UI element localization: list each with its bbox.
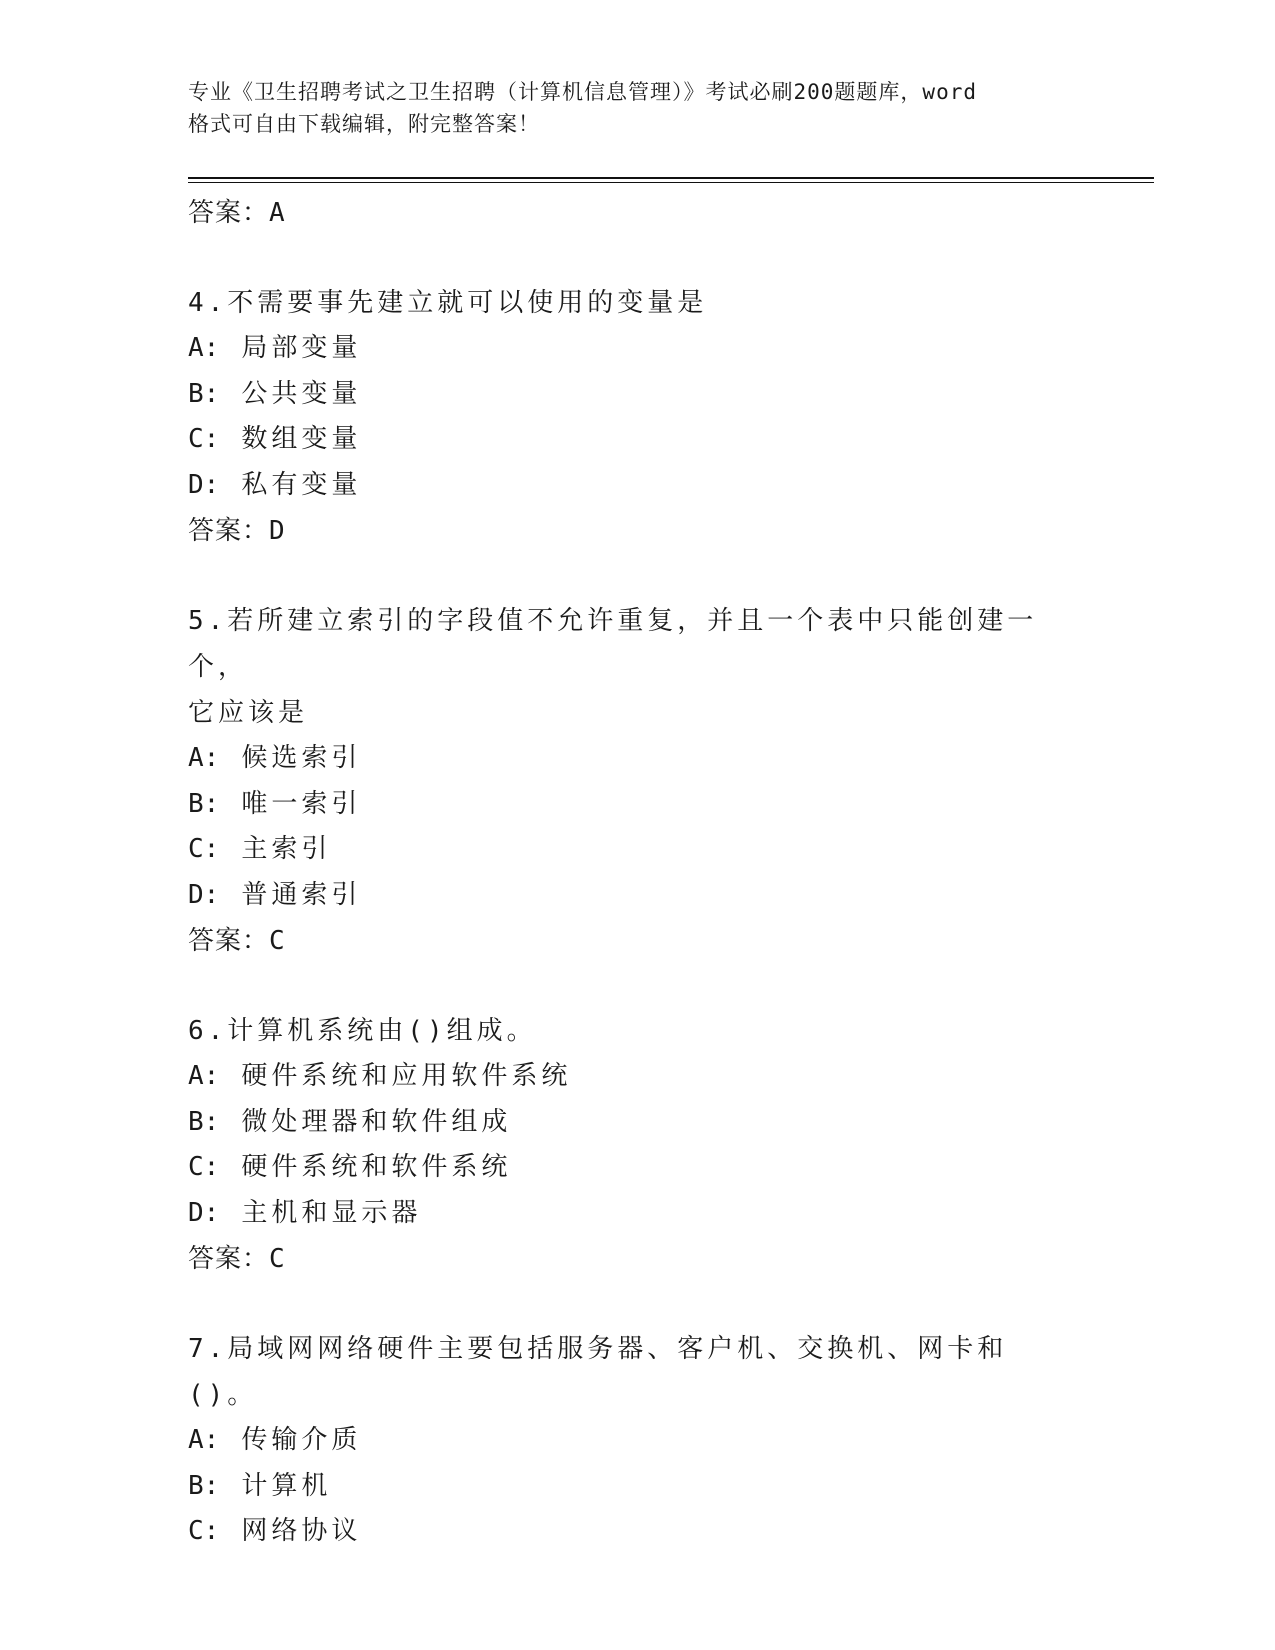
answer-line [188,190,1088,236]
option-text: 普通索引 [241,879,362,910]
answer-line [188,918,1088,964]
option-c [188,1509,1088,1555]
option-text: 主机和显示器 [241,1197,422,1228]
option-key: A: [188,333,220,363]
option-b [188,1100,1088,1146]
header-line-1: 专业《卫生招聘考试之卫生招聘（计算机信息管理）》考试必刷200题题库，word [188,80,977,104]
answer-label: 答案： [188,516,270,546]
option-key: B: [188,378,220,409]
option-key: C: [188,1152,220,1182]
document-header [188,76,1088,140]
question-block [188,598,1088,964]
option-c [188,1145,1088,1191]
question-text: 7.局域网网络硬件主要包括服务器、客户机、交换机、网卡和()。 [188,1334,1008,1410]
answer-value: D [269,516,286,546]
option-text: 局部变量 [241,333,362,363]
option-text: 数组变量 [241,424,362,454]
option-text: 私有变量 [241,469,362,500]
option-key: A: [188,743,220,773]
question-block [188,1008,1088,1282]
option-a [188,736,1088,782]
option-d [188,1191,1088,1237]
question-block [188,280,1088,554]
header-line-2: 格式可自由下载编辑，附完整答案！ [188,112,540,136]
answer-value: C [269,926,286,956]
spacer [188,236,1088,280]
question-text: 5.若所建立索引的字段值不允许重复，并且一个表中只能创建一个， [188,606,1038,682]
option-c [188,417,1088,463]
option-d [188,873,1088,919]
option-a [188,326,1088,372]
option-text: 唯一索引 [241,788,362,819]
option-text: 硬件系统和软件系统 [241,1152,512,1182]
option-d [188,463,1088,509]
question-text: 4.不需要事先建立就可以使用的变量是 [188,288,708,318]
option-key: D: [188,1197,220,1228]
answer-label: 答案： [188,1244,270,1274]
option-key: C: [188,1516,220,1546]
question-block [188,1326,1088,1555]
answer-line [188,508,1088,554]
option-text: 计算机 [241,1470,332,1501]
option-text: 主索引 [241,834,332,864]
option-key: D: [188,879,220,910]
answer-line [188,1236,1088,1282]
spacer [188,1282,1088,1326]
option-text: 候选索引 [241,743,362,773]
option-key: B: [188,1470,220,1501]
option-b [188,1464,1088,1510]
option-b [188,372,1088,418]
option-c [188,827,1088,873]
answer-value: A [269,198,286,228]
spacer [188,964,1088,1008]
question-list [188,190,1088,1555]
option-b [188,782,1088,828]
option-text: 硬件系统和应用软件系统 [241,1061,572,1091]
answer-value: C [269,1244,286,1274]
answer-label: 答案： [188,926,270,956]
option-text: 网络协议 [241,1516,362,1546]
option-key: C: [188,834,220,864]
header-rule-thin [188,182,1154,183]
option-key: C: [188,424,220,454]
option-key: A: [188,1061,220,1091]
option-text: 传输介质 [241,1425,362,1455]
option-key: B: [188,1106,220,1137]
option-a [188,1418,1088,1464]
option-text: 微处理器和软件组成 [241,1106,512,1137]
option-key: B: [188,788,220,819]
question-text-continued: 它应该是 [188,698,309,728]
option-key: D: [188,469,220,500]
option-key: A: [188,1425,220,1455]
option-a [188,1054,1088,1100]
header-rule-thick [188,177,1154,179]
question-text: 6.计算机系统由()组成。 [188,1016,537,1046]
option-text: 公共变量 [241,378,362,409]
spacer [188,554,1088,598]
answer-label: 答案： [188,198,270,228]
